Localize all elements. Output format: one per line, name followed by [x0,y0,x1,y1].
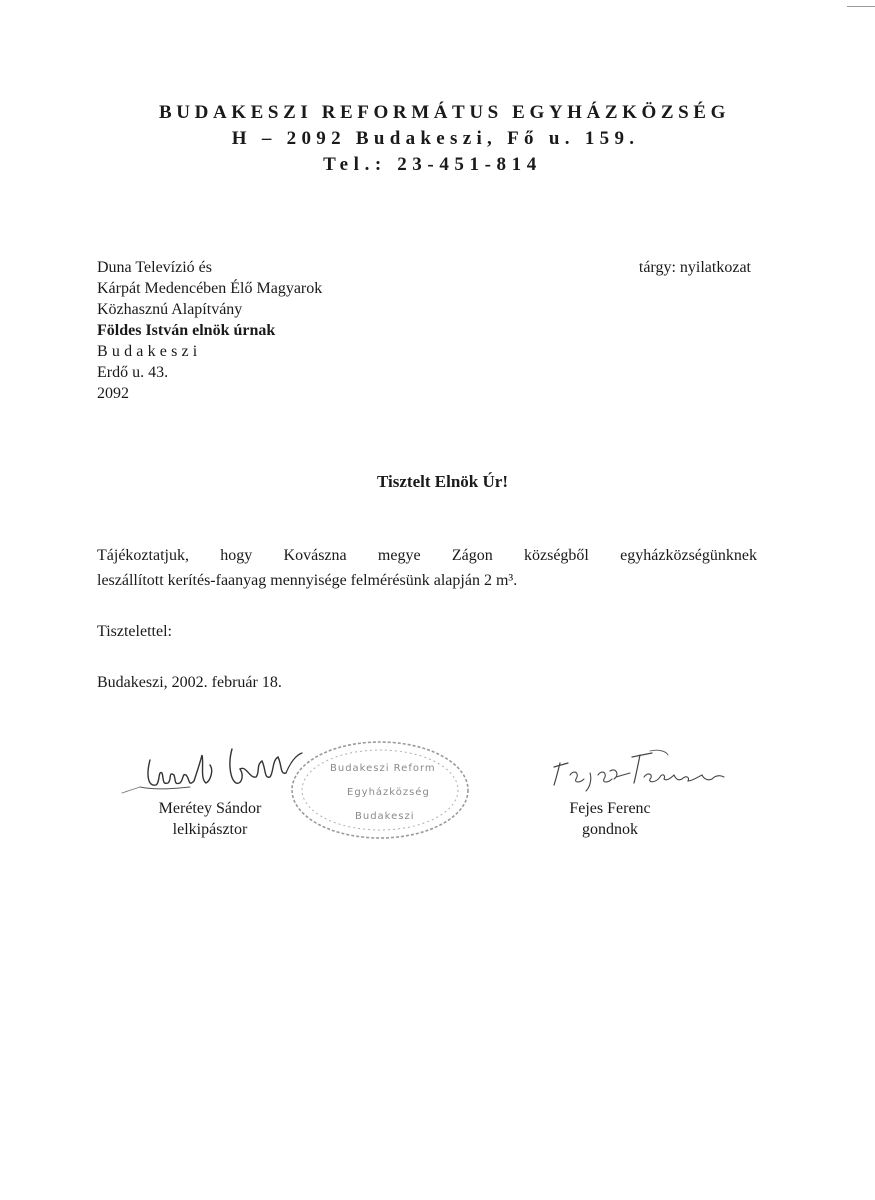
letterhead-address: H – 2092 Budakeszi, Fő u. 159. [231,128,640,149]
salutation: Tisztelt Elnök Úr! [377,472,508,491]
recipient-line: Közhasznú Alapítvány [97,301,243,318]
signature-merétey [110,735,310,805]
signatory-right [540,798,680,840]
letter-body [97,543,757,593]
signatory-title: gondnok [582,821,638,838]
signatory-name: Fejes Ferenc [569,800,651,817]
letterhead [0,100,875,178]
stamp-top-text: Budakeszi Reform [330,763,436,774]
closing-phrase: Tisztelettel: [97,623,172,640]
letterhead-organization: BUDAKESZI REFORMÁTUS EGYHÁZKÖZSÉG [159,102,730,123]
letterhead-phone: Tel.: 23-451-814 [323,154,542,175]
recipient-address [97,257,322,404]
recipient-street: Erdő u. 43. [97,364,169,381]
church-stamp [285,735,475,845]
signatory-title: lelkipásztor [172,821,248,838]
recipient-line: Duna Televízió és [97,259,212,276]
recipient-postcode: 2092 [97,385,129,402]
recipient-name: Földes István elnök úrnak [97,322,276,339]
signatory-name: Merétey Sándor [158,800,262,817]
recipient-city: Budakeszi [97,343,202,360]
stamp-bottom-text: Budakeszi [355,811,415,822]
signatory-left [140,798,280,840]
recipient-line: Kárpát Medencében Élő Magyarok [97,280,323,297]
body-line: leszállított kerítés-faanyag mennyisége felmérésünk alapján 2 m³. [97,572,518,589]
subject-line: tárgy: nyilatkozat [638,259,751,276]
body-line: Tájékoztatjuk, hogy Kovászna megye Zágon községből egyházközségünknek [97,547,757,564]
page-edge-mark [847,6,875,7]
signature-fejes [540,745,740,795]
stamp-middle-text: Egyházközség [347,787,430,798]
place-and-date: Budakeszi, 2002. február 18. [97,674,282,691]
